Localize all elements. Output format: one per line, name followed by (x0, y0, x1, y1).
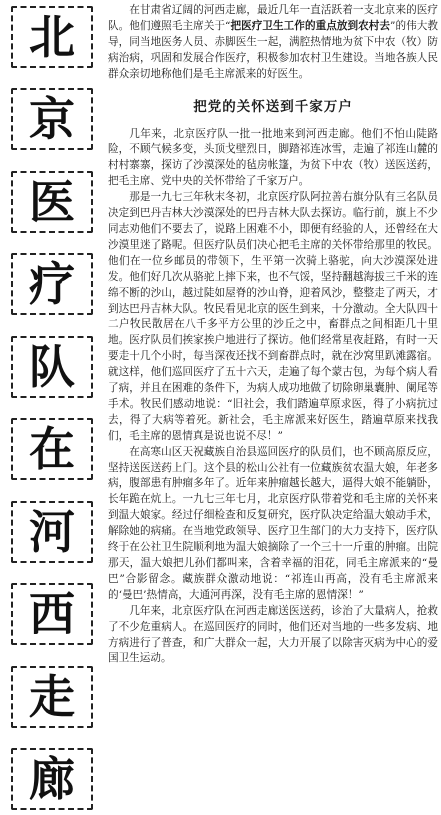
title-char: 医 (11, 171, 93, 233)
section-heading: 把党的关怀送到千家万户 (193, 98, 353, 115)
body-paragraph: 在高寒山区天祝藏族自治县巡回医疗的队员们，也不顾高原反应，坚持送医送药上门。这个县的松山公社有一位藏族贫农温大娘，年老多病，腹部患有肿瘤多年了。近年来肿瘤越长越大，逼得大娘不能躺卧，长年跪在炕上。一九七三年七月，北京医疗队带着党和毛主席的关怀来到温大娘家。经过仔细检查和反复研究，医疗队决定给温大娘动手术，解除她的病痛。在当地党政领导、医疗卫生部门的大力支持下，医疗队终于在公社卫生院顺利地为温大娘摘除了一个三十一斤重的肿瘤。出院那天，温大娘把儿孙们都叫来，含着幸福的泪花，同毛主席派来的“曼巴”合影留念。藏族群众激动地说：“祁连山再高，没有毛主席派来的‘曼巴’热情高，大通河再深，没有毛主席的恩情深！” (108, 445, 438, 601)
title-char: 河 (11, 501, 93, 563)
intro-text: 在甘肃省辽阔的河西走廊，最近几年一直活跃着一支北京来的医疗队。他们遵照毛主席关于“ (108, 4, 438, 32)
vertical-title (2, 6, 102, 810)
body-paragraph: 几年来，北京医疗队在河西走廊送医送药，诊治了大量病人，抢救了不少危重病人。在巡回医疗的同时，他们还对当地的一些多发病、地方病进行了普查，和广大群众一起，大力开展了以除害灭病为中心的爱国卫生运动。 (108, 604, 438, 665)
title-char: 北 (11, 6, 93, 68)
title-char: 疗 (11, 253, 93, 315)
title-char: 走 (11, 666, 93, 728)
title-char: 在 (11, 418, 93, 480)
body-paragraph: 几年来，北京医疗队一批一批地来到河西走廊。他们不怕山陡路险，不顾气候多变，头顶戈壁烈日，脚踏祁连冰雪，走遍了祁连山麓的村村寨寨，探访了沙漠深处的毡房帐篷，为贫下中农（牧）送医送药，把毛主席、党中央的关怀带给了千家万户。 (108, 127, 438, 188)
intro-paragraph (108, 3, 438, 83)
title-char: 京 (11, 88, 93, 150)
intro-text-rest: ”的伟大教导，同当地医务人员、赤脚医生一起，满腔热情地为贫下中农（牧）防病治病，巩固和发展合作医疗，积极参加农村卫生建设。当地各族人民群众亲切地称他们是毛主席派来的好医生。 (108, 19, 438, 80)
article-body (108, 3, 438, 813)
intro-quote-bold: 把医疗卫生工作的重点放到农村去 (230, 19, 391, 32)
title-char: 廊 (11, 748, 93, 810)
title-char: 队 (11, 336, 93, 398)
body-paragraph: 那是一九七三年秋末冬初，北京医疗队阿拉善右旗分队有三名队员决定到巴丹吉林大沙漠深处的巴丹吉林大队去探访。临行前，旗上不少同志劝他们不要去了，说路上困难不小，即便有经验的人，还曾经在大沙漠里迷了路呢。但医疗队员们决心把毛主席的关怀带给那里的牧民。他们在一位乡邮员的带领下，生平第一次骑上骆驼，向大沙漠深处进发。他们好几次从骆驼上摔下来，也不气馁，坚持翻越海拔三千米的连绵不断的沙山，越过陡如屋脊的沙山脊，迎着风沙，整整走了两天，才到达巴丹吉林大队。牧民看见北京的医生到来，十分激动。全大队四十二户牧民散居在八千多平方公里的沙丘之中，畜群点之间相距几十里地。医疗队员们挨家挨户地进行了探访。他们经常星夜赶路，有时一天要走十几个小时，每当深夜还找不到畜群点时，就在沙窝里趴滩露宿。就这样，他们巡回医疗了五十六天，走遍了每个蒙古包，为每个病人看了病，并且在困难的条件下，为病人成功地做了切除卵巢囊肿、阑尾等手术。牧民们感动地说：“旧社会，我们踏遍草原求医，得了小病抗过去，得了大病等着死。新社会，毛主席派来好医生，踏遍草原来找我们，毛主席的恩情真是说也说不尽！” (108, 191, 438, 442)
title-char: 西 (11, 583, 93, 645)
